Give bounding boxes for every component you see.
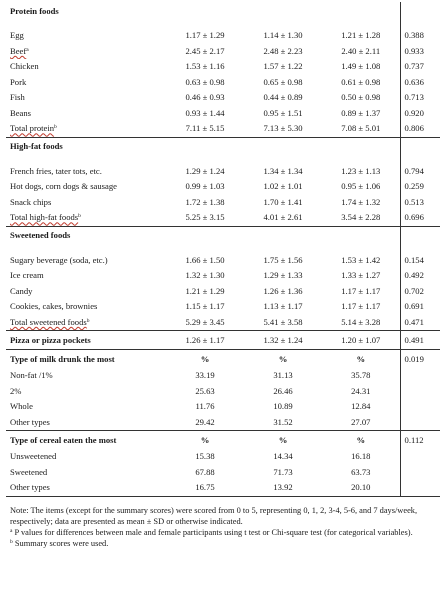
unit-label: % <box>166 350 244 369</box>
row-label-text: Beans <box>10 107 32 118</box>
table-row <box>6 368 440 384</box>
row-label <box>6 210 166 226</box>
note-a-text: P values for differences between male and female participants using t test or Chi-square test (for categorical variables). <box>12 528 413 538</box>
section-title: Sweetened foods <box>6 226 400 245</box>
p-value-empty <box>400 399 440 415</box>
value-female: 0.61 ± 0.98 <box>341 76 381 87</box>
row-label <box>6 121 166 137</box>
p-value-empty <box>400 415 440 431</box>
table-row <box>6 449 440 465</box>
p-value-empty <box>400 449 440 465</box>
p-value: 0.737 <box>400 59 440 75</box>
value-female: 27.07 <box>351 416 371 427</box>
value-female: 5.14 ± 3.28 <box>341 316 381 327</box>
table-row <box>6 44 440 60</box>
section-header-cereal <box>6 431 440 450</box>
table-row <box>6 399 440 415</box>
value-male: 1.02 ± 1.01 <box>263 181 303 192</box>
row-label-text: Fish <box>10 92 25 103</box>
value-all: 1.15 ± 1.17 <box>185 301 225 312</box>
value-female: 3.54 ± 2.28 <box>341 212 381 223</box>
p-value: 0.691 <box>400 299 440 315</box>
value-female: 1.20 ± 1.07 <box>322 331 400 350</box>
row-label-text: Ice cream <box>10 270 44 281</box>
value-female: 1.17 ± 1.17 <box>341 285 381 296</box>
value-male: 31.52 <box>273 416 293 427</box>
row-label: 2% <box>10 385 22 396</box>
row-label-text: Chicken <box>10 61 39 72</box>
value-all: 1.26 ± 1.17 <box>166 331 244 350</box>
value-female: 1.21 ± 1.28 <box>341 30 381 41</box>
value-all: 33.19 <box>195 370 215 381</box>
note-b <box>10 539 440 550</box>
section-header-protein <box>6 2 440 20</box>
section-header-highfat <box>6 137 440 156</box>
value-all: 29.42 <box>195 416 215 427</box>
p-value: 0.794 <box>400 164 440 180</box>
value-male: 1.14 ± 1.30 <box>263 30 303 41</box>
value-all: 1.32 ± 1.30 <box>185 270 225 281</box>
value-female: 1.23 ± 1.13 <box>341 165 381 176</box>
row-label-text: Total sweetened foods <box>10 316 87 327</box>
value-female: 16.18 <box>351 451 371 462</box>
section-header-pizza <box>6 331 440 350</box>
value-female: 1.33 ± 1.27 <box>341 270 381 281</box>
table-notes <box>10 506 440 549</box>
p-value: 0.702 <box>400 284 440 300</box>
row-label <box>6 90 166 106</box>
row-label <box>6 299 166 315</box>
note-b-mark: b <box>10 538 13 545</box>
p-value: 0.154 <box>400 253 440 269</box>
value-all: 0.93 ± 1.44 <box>185 107 225 118</box>
table-row <box>6 268 440 284</box>
value-all: 0.63 ± 0.98 <box>185 76 225 87</box>
row-label: Other types <box>6 480 166 496</box>
p-value: 0.636 <box>400 75 440 91</box>
value-male: 13.92 <box>244 480 322 496</box>
row-label-sup: b <box>54 124 57 131</box>
p-value: 0.112 <box>400 431 440 450</box>
row-label <box>6 106 166 122</box>
table-row <box>6 384 440 400</box>
row-label-text: Cookies, cakes, brownies <box>10 301 98 312</box>
table-row <box>6 210 440 226</box>
row-label <box>6 315 166 331</box>
p-value-empty <box>400 137 440 156</box>
value-male: 1.29 ± 1.33 <box>263 270 303 281</box>
p-value-empty <box>400 480 440 496</box>
p-value: 0.471 <box>400 315 440 331</box>
value-male: 1.75 ± 1.56 <box>263 254 303 265</box>
row-label-sup: b <box>86 317 90 324</box>
section-title: Type of milk drunk the most <box>6 350 166 369</box>
table-row <box>6 195 440 211</box>
value-male: 1.34 ± 1.34 <box>263 165 303 176</box>
value-male: 0.65 ± 0.98 <box>263 76 303 87</box>
row-label: Whole <box>10 401 33 412</box>
note-a <box>10 528 440 539</box>
row-label <box>6 268 166 284</box>
table-row <box>6 284 440 300</box>
p-value-empty <box>400 2 440 20</box>
row-label <box>6 75 166 91</box>
row-label <box>6 164 166 180</box>
section-header-sweet <box>6 226 440 245</box>
value-all: 0.46 ± 0.93 <box>185 92 225 103</box>
p-value: 0.920 <box>400 106 440 122</box>
value-male: 14.34 <box>273 451 293 462</box>
unit-label: % <box>166 431 244 450</box>
row-label: Unsweetened <box>10 451 57 462</box>
unit-label: % <box>244 431 322 450</box>
value-female: 12.84 <box>351 401 371 412</box>
p-value-empty <box>400 384 440 400</box>
value-all: 1.17 ± 1.29 <box>185 30 225 41</box>
row-label <box>6 59 166 75</box>
value-male: 1.57 ± 1.22 <box>263 61 303 72</box>
p-value: 0.259 <box>400 179 440 195</box>
p-value-empty <box>400 465 440 481</box>
table-row <box>6 75 440 91</box>
value-all: 1.66 ± 1.50 <box>185 254 225 265</box>
value-male: 1.13 ± 1.17 <box>263 301 303 312</box>
value-all: 1.53 ± 1.16 <box>185 61 225 72</box>
table-row <box>6 59 440 75</box>
table-row <box>6 299 440 315</box>
row-label-text: Pork <box>10 76 27 87</box>
value-all: 5.25 ± 3.15 <box>185 212 225 223</box>
value-all: 1.21 ± 1.29 <box>185 285 225 296</box>
value-male: 5.41 ± 3.58 <box>263 316 303 327</box>
row-label <box>6 195 166 211</box>
value-female: 0.50 ± 0.98 <box>341 92 381 103</box>
unit-label: % <box>244 350 322 369</box>
value-female: 1.49 ± 1.08 <box>341 61 381 72</box>
p-value-empty <box>400 368 440 384</box>
value-all: 25.63 <box>195 385 215 396</box>
section-title: Protein foods <box>10 5 59 16</box>
row-label-text: Snack chips <box>10 196 52 207</box>
table-row <box>6 465 440 481</box>
value-female: 1.74 ± 1.32 <box>341 196 381 207</box>
row-label-text: Sugary beverage (soda, etc.) <box>10 254 108 265</box>
value-male: 26.46 <box>273 385 293 396</box>
value-male: 2.48 ± 2.23 <box>263 45 303 56</box>
row-label-text: Total protein <box>10 123 55 134</box>
value-female: 1.17 ± 1.17 <box>341 301 381 312</box>
value-female: 1.53 ± 1.42 <box>341 254 381 265</box>
table-row <box>6 415 440 431</box>
value-female: 2.40 ± 2.11 <box>341 45 381 56</box>
table-row <box>6 164 440 180</box>
section-title: Pizza or pizza pockets <box>6 331 166 350</box>
p-value: 0.933 <box>400 44 440 60</box>
p-value: 0.713 <box>400 90 440 106</box>
value-all: 5.29 ± 3.45 <box>185 316 225 327</box>
value-all: 2.45 ± 2.17 <box>185 45 225 56</box>
row-label-text: Egg <box>10 30 24 41</box>
value-all: 11.76 <box>195 401 215 412</box>
row-label-sup: b <box>78 213 81 220</box>
value-male: 7.13 ± 5.30 <box>263 123 303 134</box>
value-female: 0.95 ± 1.06 <box>341 181 381 192</box>
section-title: High-fat foods <box>6 137 400 156</box>
p-value: 0.491 <box>400 331 440 350</box>
section-title: Type of cereal eaten the most <box>6 431 166 450</box>
table-row <box>6 253 440 269</box>
row-label-sup: a <box>26 46 29 53</box>
p-value: 0.492 <box>400 268 440 284</box>
value-all: 1.72 ± 1.38 <box>185 196 225 207</box>
value-male: 71.73 <box>273 466 293 477</box>
row-label-text: Hot dogs, corn dogs & sausage <box>10 181 117 192</box>
value-male: 10.89 <box>273 401 293 412</box>
value-all: 0.99 ± 1.03 <box>185 181 225 192</box>
value-all: 16.75 <box>166 480 244 496</box>
value-female: 7.08 ± 5.01 <box>341 123 381 134</box>
value-male: 1.32 ± 1.24 <box>244 331 322 350</box>
note-a-mark: a <box>10 528 13 535</box>
value-male: 0.95 ± 1.51 <box>263 107 303 118</box>
table-row <box>6 28 440 44</box>
table-row <box>6 106 440 122</box>
table-row <box>6 315 440 331</box>
table-row <box>6 90 440 106</box>
note-b-text: Summary scores were used. <box>12 538 109 548</box>
table-row <box>6 121 440 137</box>
row-label <box>6 28 166 44</box>
value-male: 1.70 ± 1.41 <box>263 196 303 207</box>
value-all: 7.11 ± 5.15 <box>185 123 225 134</box>
value-female: 24.31 <box>351 385 371 396</box>
table-row <box>6 179 440 195</box>
value-male: 31.13 <box>273 370 293 381</box>
table-row <box>6 480 440 496</box>
value-all: 67.88 <box>195 466 215 477</box>
value-male: 0.44 ± 0.89 <box>263 92 303 103</box>
p-value-empty <box>400 226 440 245</box>
value-female: 0.89 ± 1.37 <box>341 107 381 118</box>
value-female: 20.10 <box>322 480 400 496</box>
row-label <box>6 253 166 269</box>
value-female: 63.73 <box>351 466 371 477</box>
unit-label: % <box>322 350 400 369</box>
row-label: Non-fat /1% <box>10 370 53 381</box>
value-female: 35.78 <box>351 370 371 381</box>
row-label <box>6 284 166 300</box>
unit-label: % <box>322 431 400 450</box>
food-intake-table <box>6 2 440 497</box>
value-all: 15.38 <box>195 451 215 462</box>
p-value: 0.513 <box>400 195 440 211</box>
row-label: Other types <box>10 416 50 427</box>
p-value: 0.019 <box>400 350 440 369</box>
row-label-text: Total high-fat foods <box>10 212 79 223</box>
value-all: 1.29 ± 1.24 <box>185 165 225 176</box>
section-header-milk <box>6 350 440 369</box>
p-value: 0.696 <box>400 210 440 226</box>
p-value: 0.388 <box>400 28 440 44</box>
value-male: 4.01 ± 2.61 <box>263 212 303 223</box>
row-label <box>6 44 166 60</box>
row-label-text: French fries, tater tots, etc. <box>10 165 102 176</box>
p-value: 0.806 <box>400 121 440 137</box>
row-label-text: Candy <box>10 285 33 296</box>
row-label <box>6 179 166 195</box>
note-main: Note: The items (except for the summary scores) were scored from 0 to 5, representing 0, 1, 2, 3-4, 5-6, and 7 days/week, respectively; data are presented as mean ± SD or otherwise indicated. <box>10 506 418 526</box>
row-label-text: Beef <box>10 45 27 56</box>
value-male: 1.26 ± 1.36 <box>263 285 303 296</box>
row-label: Sweetened <box>10 466 48 477</box>
